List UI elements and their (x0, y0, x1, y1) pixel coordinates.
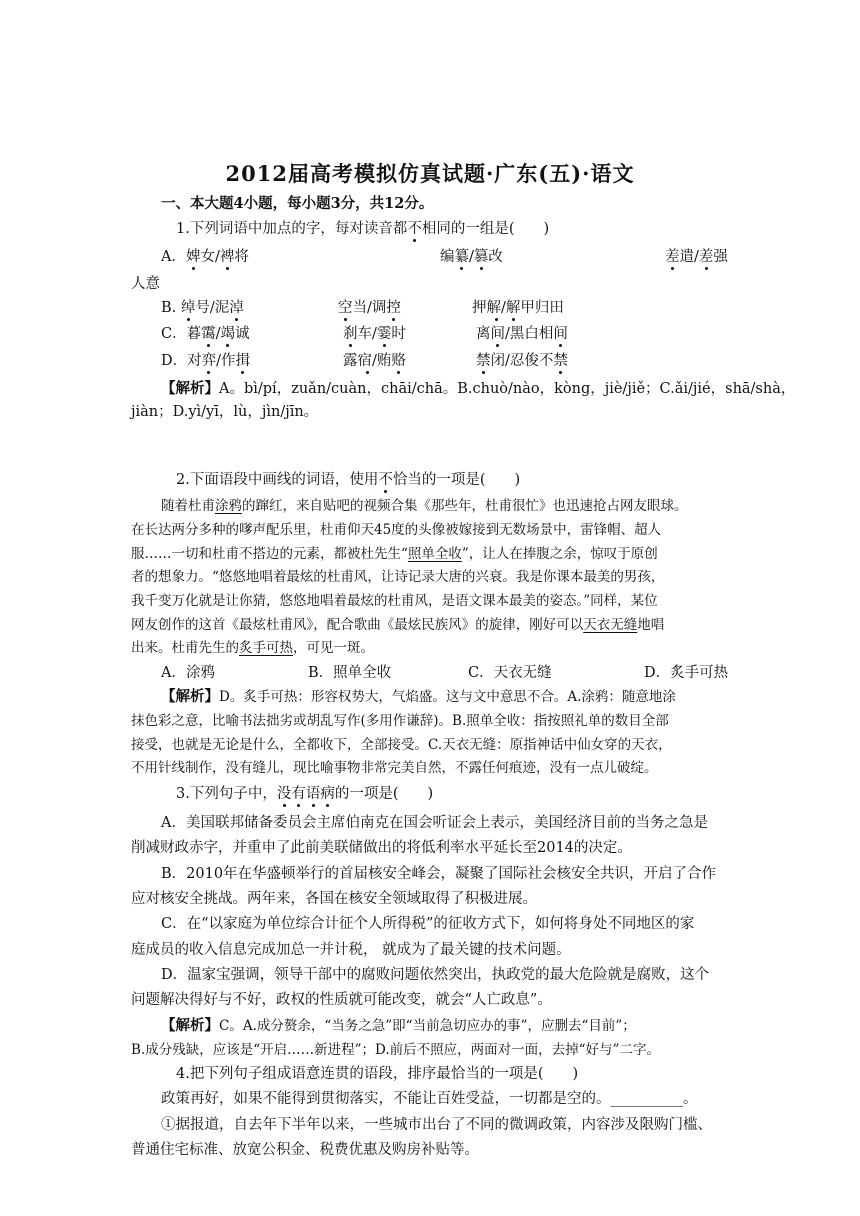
section-header: 一、本大题4小题，每小题3分，共12分。 (161, 195, 434, 212)
q2-answer-line-1 (161, 687, 676, 707)
option-text: 甲归田 (520, 300, 564, 316)
q1-option-b-part2 (338, 298, 401, 318)
option-text: 强 (713, 249, 728, 265)
q3-option-a-line-1: A．美国联邦储备委员会主席伯南克在国会听证会上表示，美国经济目前的当务之急是 (161, 815, 708, 831)
dotted-char: 霭 (201, 326, 216, 342)
q4-intro: 政策再好，如果不能得到贯彻落实，不能让百姓受益，一切都是空的。__________。 (161, 1091, 698, 1107)
answer-tag: 【解析】 (161, 688, 219, 705)
option-text: 时 (391, 326, 406, 342)
q2-option-b: B．照单全收 (308, 665, 392, 681)
q2-passage-line-6 (131, 615, 664, 635)
q2-option-a: A．涂鸦 (161, 665, 215, 681)
q3-stem-post: 的一项是( ) (334, 786, 434, 802)
option-text: 贿 (376, 353, 392, 369)
dotted-char: 空 (338, 300, 353, 316)
question-2-stem (176, 470, 520, 490)
q3-option-d-line-1: D．温家宝强调，领导干部中的腐败问题依然突出，执政党的最大危险就是腐败，这个 (161, 967, 710, 983)
option-text: 当/调 (352, 300, 387, 316)
option-text: 闭/忍俊不 (490, 353, 554, 369)
q1-answer-line-1 (161, 379, 795, 399)
q2-passage-line-7 (131, 638, 374, 658)
underlined-word: 涂鸦 (215, 498, 242, 514)
dotted-char: 有 (291, 786, 306, 802)
q3-option-c-line-1: C．在“以家庭为单位综合计征个人所得税”的征收方式下，如何将身处不同地区的家 (161, 916, 695, 932)
underlined-word: 照单全收 (407, 546, 462, 562)
q1-option-a-cont: 人意 (131, 276, 160, 292)
q1-option-b-part3 (472, 298, 564, 318)
underlined-word: 炙手可热 (239, 640, 293, 656)
dotted-char: 揖 (235, 353, 251, 369)
option-label: B. (161, 300, 181, 316)
dotted-char: 没 (276, 786, 292, 802)
dotted-char: 禁 (553, 353, 568, 369)
q3-option-b-line-1: B．2010年在华盛顿举行的首届核安全峰会，凝聚了国际社会核安全共识，开启了合作 (161, 866, 717, 882)
q2-passage-line-4: 者的想象力。“悠悠地唱着最炫的杜甫风，让诗记录大唐的兴衰。我是你课本最美的男孩， (131, 569, 665, 585)
dotted-char: 间 (553, 326, 568, 342)
q2-answer-line-2: 抹色彩之意，比喻书法拙劣或胡乱写作(多用作谦辞)。B.照单全收：指按照礼单的数目全部 (131, 713, 669, 729)
passage-text: ，可见一斑。 (293, 640, 374, 656)
dotted-char: 差 (698, 249, 714, 265)
q1-stem-pre: 1.下列词语中加点的字，每对读音都 (176, 221, 408, 237)
option-text: 离 (476, 326, 491, 342)
dotted-char: 解 (505, 300, 521, 316)
dotted-char: 婢 (185, 249, 201, 265)
question-3-stem (176, 784, 433, 804)
q2-option-c: C．天衣无缝 (468, 665, 552, 681)
dotted-char: 绰 (180, 300, 196, 316)
q2-passage-line-1 (161, 496, 688, 516)
dotted-char: 弈 (201, 353, 217, 369)
q3-option-a-line-2: 削减财政赤字，并重申了此前美联储做出的将低利率水平延长至2014的决定。 (131, 840, 632, 856)
q3-option-d-line-2: 问题解决得好与不好，政权的性质就可能改变，就会“人亡政息”。 (131, 992, 552, 1008)
option-text: 改 (488, 249, 503, 265)
option-text: /黑白相 (505, 326, 554, 342)
q1-option-a-part1 (161, 247, 249, 267)
q1-option-d-part3 (476, 351, 568, 371)
answer-text: A。bì/pí，zuǎn/cuàn，chāi/chā。B.chuò/nào，kòng，jiè/jiě；C.ǎi/jié，shā/shà， (219, 381, 796, 397)
q3-stem-pre: 3.下列句子中， (176, 786, 277, 802)
dotted-char: 刹 (343, 326, 358, 342)
dotted-char: 赂 (391, 353, 406, 369)
dotted-char: 语 (305, 786, 321, 802)
passage-text: 出来。杜甫先生的 (131, 640, 239, 656)
dotted-char: 间 (490, 326, 505, 342)
answer-tag: 【解析】 (161, 380, 219, 397)
q1-option-c-part3 (476, 324, 568, 344)
option-text: 女/ (200, 249, 220, 265)
passage-text: ”，让人在捧腹之余，惊叹于原创 (461, 546, 658, 562)
passage-text: 地唱 (637, 617, 665, 633)
option-text: 露 (343, 353, 358, 369)
q1-answer-line-2: jiàn；D.yì/yī，lù，jìn/jīn。 (131, 404, 319, 420)
option-text: / (215, 326, 221, 342)
q4-sentence-1-line-2: 普通住宅标准、放宽公积金、税费优惠及购房补贴等。 (131, 1142, 479, 1158)
dotted-char: 禁 (476, 353, 491, 369)
dotted-char: 宿/ (357, 353, 377, 369)
passage-text: 的蹿红，来自贴吧的视频合集《那些年，杜甫很忙》也迅速抢占网友眼球。 (242, 498, 688, 514)
q1-option-d-part1 (161, 351, 250, 371)
underlined-word: 天衣无缝 (583, 617, 638, 633)
q3-answer-line-2: B.成分残缺，应该是“开启……新进程”；D.前后不照应，两面对一面，去掉“好与”二字。 (131, 1042, 660, 1058)
dotted-char: 差 (665, 249, 680, 265)
q1-stem-dot: 不 (407, 221, 422, 237)
option-text: 编 (440, 249, 455, 265)
answer-text: D。炙手可热：形容权势大，气焰盛。这与文中意思不合。A.涂鸦：随意地涂 (219, 689, 676, 705)
dotted-char: 淖 (229, 300, 244, 316)
answer-text: C。A.成分赘余，“当务之急”即“当前急切应办的事”，应删去“目前”； (219, 1018, 636, 1034)
q3-answer-line-1 (161, 1016, 636, 1036)
q1-option-c-part1 (161, 324, 250, 344)
q1-option-b-part1 (161, 298, 244, 318)
option-text: 号/泥 (195, 300, 230, 316)
dotted-char: 控 (386, 300, 401, 316)
option-text: 车/ (357, 326, 377, 342)
dotted-char: 纂 (454, 249, 469, 265)
q2-stem-post: 恰当的一项是( ) (392, 472, 521, 488)
passage-text: 网友创作的这首《最炫杜甫风》，配合歌曲《最炫民族风》的旋律，刚好可以 (131, 617, 584, 633)
question-1-stem (176, 219, 549, 239)
passage-text: 服……一切和杜甫不搭边的元素，都被杜先生“ (131, 546, 408, 562)
q2-passage-line-3 (131, 544, 658, 564)
dotted-char: 病 (320, 786, 335, 802)
dotted-char: 解/ (486, 300, 506, 316)
option-text: /作 (216, 353, 236, 369)
q3-option-c-line-2: 庭成员的收入信息完成加总一并计税， 就成为了最关键的技术问题。 (131, 942, 571, 958)
option-text: 将 (234, 249, 249, 265)
q2-stem-dot: 不 (378, 472, 393, 488)
option-text: / (469, 249, 474, 265)
q1-stem-post: 相同的一组是( ) (421, 221, 550, 237)
dotted-char: 竭 (220, 326, 235, 342)
option-text: 暮 (186, 326, 202, 342)
dotted-char: 裨 (219, 249, 235, 265)
q3-option-b-line-2: 应对核安全挑战。两年来，各国在核安全领域取得了积极进展。 (131, 891, 537, 907)
q2-passage-line-2: 在长达两分多种的嗲声配乐里，杜甫仰天45度的头像被嫁接到无数场景中，雷锋帽、超人 (131, 522, 662, 538)
q2-answer-line-4: 不用针线制作，没有缝儿，现比喻事物非常完美自然，不露任何痕迹，没有一点儿破绽。 (131, 760, 658, 776)
dotted-char: 篡 (473, 249, 489, 265)
option-text: 遣/ (679, 249, 699, 265)
answer-tag: 【解析】 (161, 1017, 219, 1034)
q2-answer-line-3: 接受，也就是无论是什么，全都收下，全部接受。C.天衣无缝：原指神话中仙女穿的天衣， (131, 737, 672, 753)
q2-stem-pre: 2.下面语段中画线的词语，使用 (176, 472, 379, 488)
page-title: 2012届高考模拟仿真试题·广东(五)·语文 (225, 161, 635, 186)
option-text: 押 (472, 300, 487, 316)
q4-sentence-1-line-1: ①据报道，自去年下半年以来，一些城市出台了不同的微调政策，内容涉及限购门槛、 (161, 1117, 712, 1133)
q2-passage-line-5: 我千变万化就是让你猜，悠悠地唱着最炫的杜甫风，是语文课本最美的姿态。”同样，某位 (131, 593, 658, 609)
option-text: 对 (187, 353, 202, 369)
q2-option-d: D．炙手可热 (644, 665, 729, 681)
q1-option-c-part2 (343, 324, 406, 344)
q1-option-a-part3 (665, 247, 728, 267)
q1-option-a-part2 (440, 247, 503, 267)
q1-option-d-part2 (343, 351, 406, 371)
passage-text: 随着杜甫 (161, 498, 215, 514)
dotted-char: 霎 (376, 326, 392, 342)
option-text: 诚 (235, 326, 250, 342)
option-label: A． (161, 249, 186, 265)
question-4-stem: 4.把下列句子组成语意连贯的语段，排序最恰当的一项是( ) (176, 1066, 579, 1082)
option-label: D． (161, 353, 188, 369)
option-label: C． (161, 326, 187, 342)
